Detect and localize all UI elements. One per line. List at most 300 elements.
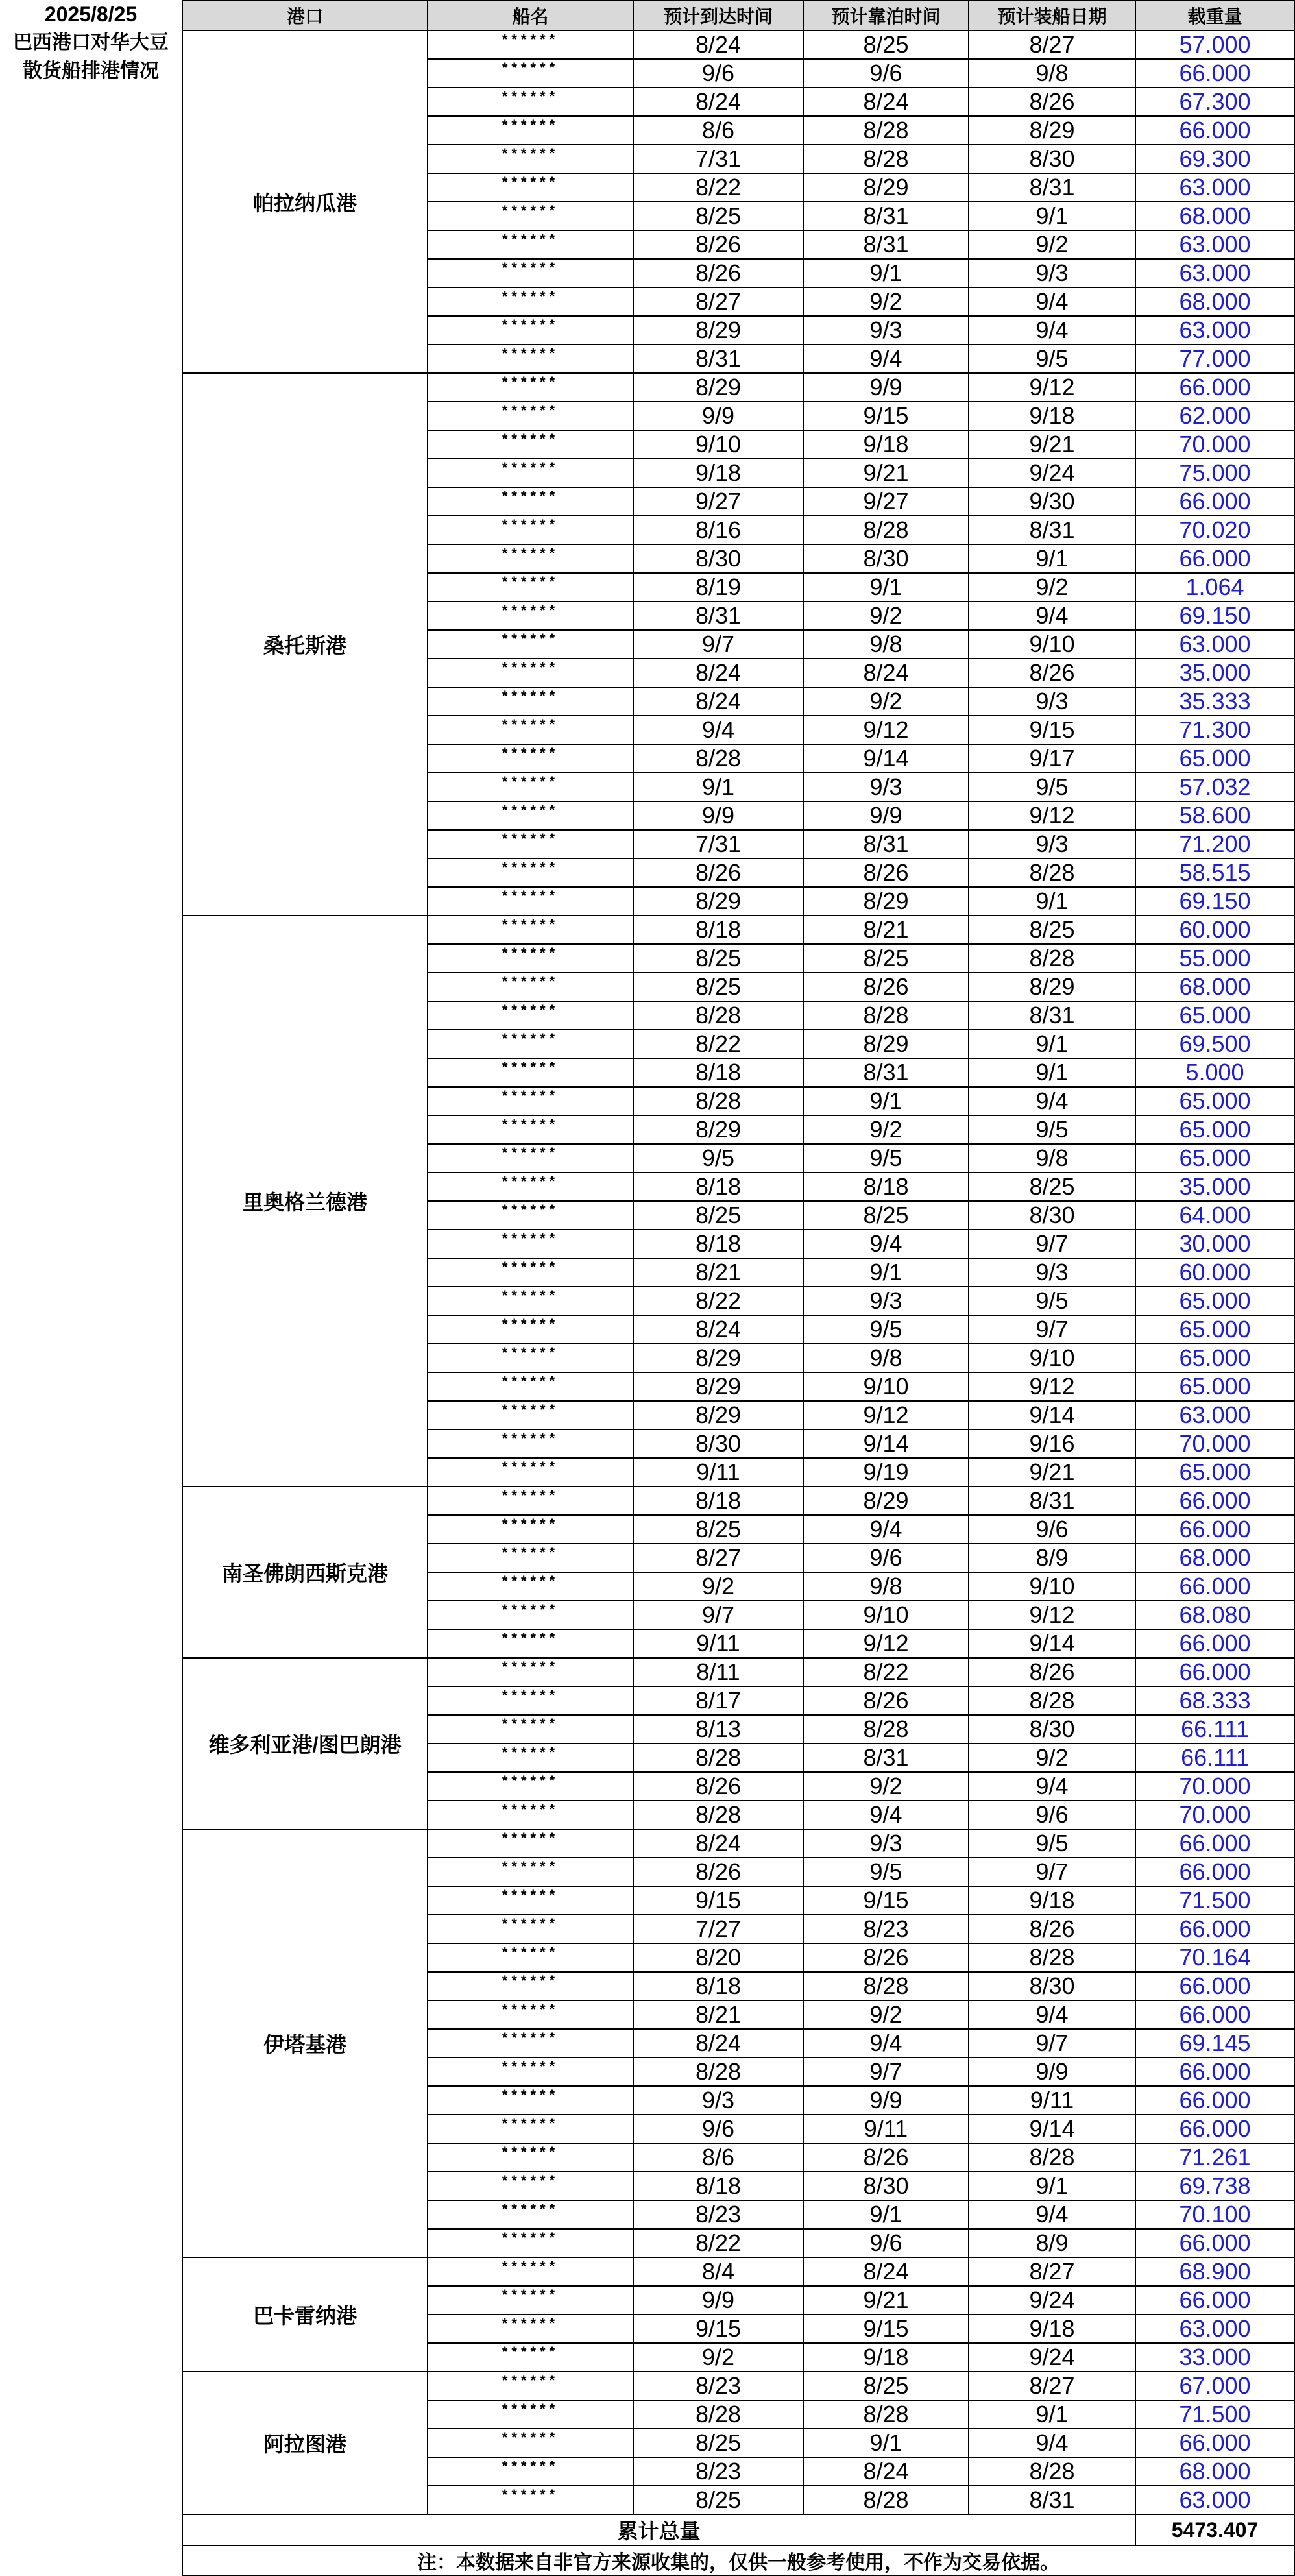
vessel-name-cell: ****** <box>428 858 633 887</box>
deadweight-cell: 70.100 <box>1135 2200 1294 2229</box>
deadweight-cell: 66.000 <box>1135 2086 1294 2115</box>
report-title-line2: 散货船排港情况 <box>23 60 159 82</box>
deadweight-cell: 66.000 <box>1135 2000 1294 2029</box>
deadweight-cell: 65.000 <box>1135 744 1294 773</box>
eta-cell: 8/22 <box>633 1287 803 1315</box>
deadweight-cell: 63.000 <box>1135 1401 1294 1429</box>
report-date: 2025/8/25 <box>44 3 138 26</box>
eta-cell: 8/4 <box>633 2257 803 2286</box>
load-date-cell: 9/4 <box>969 2200 1135 2229</box>
vessel-name-cell: ****** <box>428 1544 633 1572</box>
vessel-name-cell: ****** <box>428 601 633 630</box>
col-header-deadweight: 载重量 <box>1135 1 1294 30</box>
berth-cell: 8/28 <box>803 516 969 544</box>
eta-cell: 8/24 <box>633 2029 803 2058</box>
eta-cell: 9/18 <box>633 459 803 487</box>
vessel-name-cell: ****** <box>428 1601 633 1629</box>
berth-cell: 9/6 <box>803 1544 969 1572</box>
eta-cell: 8/26 <box>633 1772 803 1801</box>
berth-cell: 8/28 <box>803 1972 969 2000</box>
berth-cell: 8/28 <box>803 2486 969 2514</box>
berth-cell: 8/28 <box>803 116 969 145</box>
vessel-name-cell: ****** <box>428 1515 633 1544</box>
eta-cell: 9/11 <box>633 1458 803 1487</box>
eta-cell: 8/24 <box>633 1829 803 1858</box>
berth-cell: 8/31 <box>803 1744 969 1772</box>
load-date-cell: 9/7 <box>969 1315 1135 1344</box>
vessel-name-cell: ****** <box>428 1886 633 1915</box>
berth-cell: 9/27 <box>803 487 969 516</box>
berth-cell: 9/2 <box>803 1772 969 1801</box>
vessel-name-cell: ****** <box>428 973 633 1001</box>
vessel-name-cell: ****** <box>428 716 633 744</box>
deadweight-cell: 70.000 <box>1135 1429 1294 1458</box>
deadweight-cell: 35.000 <box>1135 1173 1294 1201</box>
eta-cell: 7/27 <box>633 1915 803 1943</box>
eta-cell: 8/6 <box>633 116 803 145</box>
eta-cell: 8/24 <box>633 687 803 716</box>
note-row <box>182 2546 1294 2575</box>
eta-cell: 8/25 <box>633 2486 803 2514</box>
eta-cell: 8/23 <box>633 2457 803 2486</box>
eta-cell: 8/16 <box>633 516 803 544</box>
load-date-cell: 9/12 <box>969 1372 1135 1401</box>
load-date-cell: 8/28 <box>969 2457 1135 2486</box>
berth-cell: 9/6 <box>803 2229 969 2257</box>
load-date-cell: 9/5 <box>969 1829 1135 1858</box>
berth-cell: 8/25 <box>803 1201 969 1230</box>
berth-cell: 8/22 <box>803 1658 969 1686</box>
deadweight-cell: 71.500 <box>1135 2400 1294 2429</box>
berth-cell: 8/26 <box>803 858 969 887</box>
load-date-cell: 8/31 <box>969 173 1135 202</box>
berth-cell: 8/31 <box>803 230 969 259</box>
load-date-cell: 8/25 <box>969 1173 1135 1201</box>
deadweight-cell: 60.000 <box>1135 1258 1294 1287</box>
disclaimer-note: 注：本数据来自非官方来源收集的，仅供一般参考使用，不作为交易依据。 <box>182 2546 1294 2575</box>
eta-cell: 8/29 <box>633 1372 803 1401</box>
vessel-name-cell: ****** <box>428 1144 633 1173</box>
table-row <box>182 916 1294 944</box>
deadweight-cell: 69.300 <box>1135 145 1294 173</box>
load-date-cell: 9/30 <box>969 487 1135 516</box>
deadweight-cell: 64.000 <box>1135 1201 1294 1230</box>
deadweight-cell: 65.000 <box>1135 1458 1294 1487</box>
eta-cell: 8/29 <box>633 316 803 345</box>
eta-cell: 9/3 <box>633 2086 803 2115</box>
berth-cell: 9/6 <box>803 59 969 88</box>
berth-cell: 9/1 <box>803 2200 969 2229</box>
deadweight-cell: 66.000 <box>1135 2058 1294 2086</box>
deadweight-cell: 63.000 <box>1135 259 1294 287</box>
vessel-name-cell: ****** <box>428 1344 633 1372</box>
vessel-name-cell: ****** <box>428 59 633 88</box>
berth-cell: 9/5 <box>803 1315 969 1344</box>
load-date-cell: 9/1 <box>969 2172 1135 2200</box>
deadweight-cell: 66.111 <box>1135 1715 1294 1744</box>
load-date-cell: 9/10 <box>969 1572 1135 1601</box>
load-date-cell: 9/3 <box>969 259 1135 287</box>
deadweight-cell: 63.000 <box>1135 2315 1294 2343</box>
deadweight-cell: 68.000 <box>1135 973 1294 1001</box>
load-date-cell: 9/1 <box>969 1058 1135 1087</box>
deadweight-cell: 63.000 <box>1135 630 1294 659</box>
deadweight-cell: 65.000 <box>1135 1144 1294 1173</box>
load-date-cell: 9/18 <box>969 1886 1135 1915</box>
load-date-cell: 9/4 <box>969 1772 1135 1801</box>
deadweight-cell: 65.000 <box>1135 1372 1294 1401</box>
load-date-cell: 8/26 <box>969 88 1135 116</box>
berth-cell: 9/4 <box>803 1230 969 1258</box>
berth-cell: 9/12 <box>803 1401 969 1429</box>
eta-cell: 9/5 <box>633 1144 803 1173</box>
berth-cell: 8/29 <box>803 1487 969 1515</box>
deadweight-cell: 66.000 <box>1135 1658 1294 1686</box>
deadweight-cell: 77.000 <box>1135 345 1294 373</box>
load-date-cell: 8/31 <box>969 2486 1135 2514</box>
load-date-cell: 9/18 <box>969 2315 1135 2343</box>
vessel-name-cell: ****** <box>428 1915 633 1943</box>
vessel-name-cell: ****** <box>428 173 633 202</box>
eta-cell: 8/24 <box>633 88 803 116</box>
vessel-name-cell: ****** <box>428 573 633 601</box>
berth-cell: 9/21 <box>803 2286 969 2315</box>
vessel-name-cell: ****** <box>428 516 633 544</box>
eta-cell: 8/29 <box>633 373 803 402</box>
deadweight-cell: 70.000 <box>1135 430 1294 459</box>
load-date-cell: 8/9 <box>969 2229 1135 2257</box>
load-date-cell: 9/4 <box>969 316 1135 345</box>
berth-cell: 8/24 <box>803 2457 969 2486</box>
deadweight-cell: 57.032 <box>1135 773 1294 801</box>
berth-cell: 9/4 <box>803 345 969 373</box>
vessel-name-cell: ****** <box>428 1744 633 1772</box>
vessel-name-cell: ****** <box>428 1230 633 1258</box>
load-date-cell: 9/5 <box>969 1115 1135 1144</box>
vessel-name-cell: ****** <box>428 1943 633 1972</box>
eta-cell: 8/22 <box>633 173 803 202</box>
vessel-name-cell: ****** <box>428 659 633 687</box>
load-date-cell: 9/21 <box>969 430 1135 459</box>
port-name-cell: 里奥格兰德港 <box>182 916 428 1487</box>
load-date-cell: 8/30 <box>969 1201 1135 1230</box>
berth-cell: 8/26 <box>803 2143 969 2172</box>
vessel-name-cell: ****** <box>428 316 633 345</box>
load-date-cell: 8/31 <box>969 516 1135 544</box>
vessel-name-cell: ****** <box>428 801 633 830</box>
load-date-cell: 8/31 <box>969 1001 1135 1030</box>
deadweight-cell: 63.000 <box>1135 173 1294 202</box>
deadweight-cell: 67.000 <box>1135 2372 1294 2400</box>
eta-cell: 8/25 <box>633 202 803 230</box>
vessel-name-cell: ****** <box>428 1258 633 1287</box>
load-date-cell: 9/10 <box>969 630 1135 659</box>
table-row <box>182 1829 1294 1858</box>
vessel-name-cell: ****** <box>428 1087 633 1115</box>
vessel-name-cell: ****** <box>428 487 633 516</box>
berth-cell: 9/9 <box>803 373 969 402</box>
eta-cell: 8/29 <box>633 887 803 916</box>
deadweight-cell: 30.000 <box>1135 1230 1294 1258</box>
load-date-cell: 9/12 <box>969 801 1135 830</box>
berth-cell: 8/29 <box>803 173 969 202</box>
eta-cell: 9/9 <box>633 2286 803 2315</box>
load-date-cell: 9/14 <box>969 1629 1135 1658</box>
vessel-name-cell: ****** <box>428 402 633 430</box>
eta-cell: 9/10 <box>633 430 803 459</box>
vessel-name-cell: ****** <box>428 2457 633 2486</box>
load-date-cell: 8/28 <box>969 858 1135 887</box>
eta-cell: 8/30 <box>633 1429 803 1458</box>
vessel-name-cell: ****** <box>428 2286 633 2315</box>
berth-cell: 8/28 <box>803 2400 969 2429</box>
deadweight-cell: 66.000 <box>1135 2115 1294 2143</box>
deadweight-cell: 75.000 <box>1135 459 1294 487</box>
load-date-cell: 8/28 <box>969 2143 1135 2172</box>
port-name-cell: 阿拉图港 <box>182 2372 428 2514</box>
berth-cell: 9/2 <box>803 1115 969 1144</box>
load-date-cell: 9/4 <box>969 2429 1135 2457</box>
eta-cell: 8/28 <box>633 744 803 773</box>
load-date-cell: 8/29 <box>969 973 1135 1001</box>
berth-cell: 9/2 <box>803 687 969 716</box>
berth-cell: 8/31 <box>803 830 969 858</box>
vessel-name-cell: ****** <box>428 116 633 145</box>
deadweight-cell: 66.000 <box>1135 1515 1294 1544</box>
col-header-berth: 预计靠泊时间 <box>803 1 969 30</box>
vessel-name-cell: ****** <box>428 345 633 373</box>
deadweight-cell: 65.000 <box>1135 1115 1294 1144</box>
vessel-name-cell: ****** <box>428 1058 633 1087</box>
deadweight-cell: 57.000 <box>1135 30 1294 59</box>
load-date-cell: 9/6 <box>969 1515 1135 1544</box>
load-date-cell: 8/30 <box>969 145 1135 173</box>
load-date-cell: 8/26 <box>969 659 1135 687</box>
deadweight-cell: 66.000 <box>1135 1915 1294 1943</box>
berth-cell: 9/18 <box>803 430 969 459</box>
port-name-cell: 巴卡雷纳港 <box>182 2257 428 2372</box>
berth-cell: 9/3 <box>803 316 969 345</box>
eta-cell: 8/27 <box>633 287 803 316</box>
deadweight-cell: 69.738 <box>1135 2172 1294 2200</box>
deadweight-cell: 33.000 <box>1135 2343 1294 2372</box>
deadweight-cell: 66.000 <box>1135 1829 1294 1858</box>
eta-cell: 8/25 <box>633 944 803 973</box>
berth-cell: 9/2 <box>803 2000 969 2029</box>
eta-cell: 9/27 <box>633 487 803 516</box>
deadweight-cell: 66.000 <box>1135 1972 1294 2000</box>
port-name-cell: 帕拉纳瓜港 <box>182 30 428 373</box>
eta-cell: 8/26 <box>633 1858 803 1886</box>
berth-cell: 8/25 <box>803 2372 969 2400</box>
vessel-name-cell: ****** <box>428 630 633 659</box>
deadweight-cell: 71.261 <box>1135 2143 1294 2172</box>
vessel-name-cell: ****** <box>428 944 633 973</box>
load-date-cell: 9/15 <box>969 716 1135 744</box>
berth-cell: 8/26 <box>803 973 969 1001</box>
vessel-name-cell: ****** <box>428 1858 633 1886</box>
load-date-cell: 9/14 <box>969 2115 1135 2143</box>
eta-cell: 8/31 <box>633 601 803 630</box>
eta-cell: 8/27 <box>633 1544 803 1572</box>
berth-cell: 9/11 <box>803 2115 969 2143</box>
load-date-cell: 9/16 <box>969 1429 1135 1458</box>
berth-cell: 9/3 <box>803 1829 969 1858</box>
vessel-name-cell: ****** <box>428 1030 633 1058</box>
eta-cell: 8/26 <box>633 259 803 287</box>
berth-cell: 8/30 <box>803 544 969 573</box>
vessel-name-cell: ****** <box>428 1715 633 1744</box>
load-date-cell: 8/26 <box>969 1915 1135 1943</box>
deadweight-cell: 66.000 <box>1135 59 1294 88</box>
berth-cell: 8/30 <box>803 2172 969 2200</box>
load-date-cell: 9/1 <box>969 1030 1135 1058</box>
deadweight-cell: 65.000 <box>1135 1344 1294 1372</box>
vessel-name-cell: ****** <box>428 2229 633 2257</box>
vessel-name-cell: ****** <box>428 2086 633 2115</box>
vessel-name-cell: ****** <box>428 2172 633 2200</box>
deadweight-cell: 65.000 <box>1135 1315 1294 1344</box>
header-row <box>182 1 1294 30</box>
eta-cell: 8/24 <box>633 30 803 59</box>
eta-cell: 8/21 <box>633 1258 803 1287</box>
eta-cell: 9/11 <box>633 1629 803 1658</box>
load-date-cell: 9/2 <box>969 230 1135 259</box>
deadweight-cell: 65.000 <box>1135 1287 1294 1315</box>
vessel-name-cell: ****** <box>428 2343 633 2372</box>
berth-cell: 9/12 <box>803 1629 969 1658</box>
eta-cell: 8/18 <box>633 916 803 944</box>
vessel-name-cell: ****** <box>428 2400 633 2429</box>
eta-cell: 9/7 <box>633 630 803 659</box>
vessel-name-cell: ****** <box>428 887 633 916</box>
vessel-name-cell: ****** <box>428 2029 633 2058</box>
load-date-cell: 9/6 <box>969 1801 1135 1829</box>
vessel-name-cell: ****** <box>428 88 633 116</box>
berth-cell: 8/28 <box>803 1715 969 1744</box>
deadweight-cell: 68.000 <box>1135 287 1294 316</box>
vessel-name-cell: ****** <box>428 259 633 287</box>
berth-cell: 9/18 <box>803 2343 969 2372</box>
deadweight-cell: 66.000 <box>1135 2286 1294 2315</box>
deadweight-cell: 68.000 <box>1135 1544 1294 1572</box>
eta-cell: 8/21 <box>633 2000 803 2029</box>
berth-cell: 9/8 <box>803 1572 969 1601</box>
total-value: 5473.407 <box>1135 2514 1294 2546</box>
vessel-name-cell: ****** <box>428 287 633 316</box>
deadweight-cell: 68.000 <box>1135 202 1294 230</box>
load-date-cell: 9/1 <box>969 2400 1135 2429</box>
deadweight-cell: 66.000 <box>1135 2229 1294 2257</box>
eta-cell: 8/28 <box>633 1001 803 1030</box>
deadweight-cell: 65.000 <box>1135 1087 1294 1115</box>
berth-cell: 9/1 <box>803 1087 969 1115</box>
deadweight-cell: 71.500 <box>1135 1886 1294 1915</box>
vessel-name-cell: ****** <box>428 230 633 259</box>
deadweight-cell: 69.150 <box>1135 601 1294 630</box>
load-date-cell: 9/9 <box>969 2058 1135 2086</box>
eta-cell: 8/31 <box>633 345 803 373</box>
eta-cell: 9/4 <box>633 716 803 744</box>
vessel-name-cell: ****** <box>428 830 633 858</box>
deadweight-cell: 66.000 <box>1135 1629 1294 1658</box>
eta-cell: 8/29 <box>633 1344 803 1372</box>
vessel-name-cell: ****** <box>428 145 633 173</box>
berth-cell: 8/26 <box>803 1943 969 1972</box>
deadweight-cell: 70.164 <box>1135 1943 1294 1972</box>
col-header-load-date: 预计装船日期 <box>969 1 1135 30</box>
load-date-cell: 9/7 <box>969 2029 1135 2058</box>
load-date-cell: 9/8 <box>969 59 1135 88</box>
deadweight-cell: 70.020 <box>1135 516 1294 544</box>
load-date-cell: 9/10 <box>969 1344 1135 1372</box>
load-date-cell: 9/17 <box>969 744 1135 773</box>
load-date-cell: 8/27 <box>969 2372 1135 2400</box>
vessel-name-cell: ****** <box>428 1487 633 1515</box>
col-header-vessel: 船名 <box>428 1 633 30</box>
berth-cell: 9/1 <box>803 573 969 601</box>
eta-cell: 8/25 <box>633 1515 803 1544</box>
berth-cell: 9/21 <box>803 459 969 487</box>
eta-cell: 8/22 <box>633 1030 803 1058</box>
load-date-cell: 8/27 <box>969 2257 1135 2286</box>
berth-cell: 9/8 <box>803 1344 969 1372</box>
load-date-cell: 8/28 <box>969 944 1135 973</box>
berth-cell: 8/25 <box>803 944 969 973</box>
load-date-cell: 8/26 <box>969 1658 1135 1686</box>
eta-cell: 8/28 <box>633 1087 803 1115</box>
vessel-name-cell: ****** <box>428 2429 633 2457</box>
vessel-name-cell: ****** <box>428 2372 633 2400</box>
vessel-name-cell: ****** <box>428 1287 633 1315</box>
vessel-name-cell: ****** <box>428 1972 633 2000</box>
berth-cell: 8/31 <box>803 202 969 230</box>
berth-cell: 9/15 <box>803 402 969 430</box>
port-name-cell: 伊塔基港 <box>182 1829 428 2257</box>
load-date-cell: 8/25 <box>969 916 1135 944</box>
eta-cell: 8/28 <box>633 2058 803 2086</box>
vessel-name-cell: ****** <box>428 1458 633 1487</box>
vessel-name-cell: ****** <box>428 744 633 773</box>
eta-cell: 8/24 <box>633 659 803 687</box>
berth-cell: 8/24 <box>803 2257 969 2286</box>
deadweight-cell: 35.333 <box>1135 687 1294 716</box>
deadweight-cell: 66.000 <box>1135 487 1294 516</box>
load-date-cell: 8/30 <box>969 1972 1135 2000</box>
vessel-name-cell: ****** <box>428 1201 633 1230</box>
eta-cell: 8/26 <box>633 858 803 887</box>
berth-cell: 9/2 <box>803 601 969 630</box>
vessel-name-cell: ****** <box>428 2200 633 2229</box>
deadweight-cell: 66.111 <box>1135 1744 1294 1772</box>
eta-cell: 9/9 <box>633 402 803 430</box>
vessel-name-cell: ****** <box>428 916 633 944</box>
deadweight-cell: 63.000 <box>1135 2486 1294 2514</box>
report-title-block <box>0 0 182 2576</box>
vessel-name-cell: ****** <box>428 2143 633 2172</box>
eta-cell: 9/7 <box>633 1601 803 1629</box>
vessel-name-cell: ****** <box>428 1572 633 1601</box>
vessel-name-cell: ****** <box>428 2000 633 2029</box>
load-date-cell: 8/28 <box>969 1943 1135 1972</box>
load-date-cell: 9/3 <box>969 1258 1135 1287</box>
deadweight-cell: 66.000 <box>1135 2429 1294 2457</box>
load-date-cell: 9/12 <box>969 1601 1135 1629</box>
eta-cell: 7/31 <box>633 145 803 173</box>
berth-cell: 8/24 <box>803 88 969 116</box>
port-name-cell: 桑托斯港 <box>182 373 428 916</box>
berth-cell: 8/24 <box>803 659 969 687</box>
